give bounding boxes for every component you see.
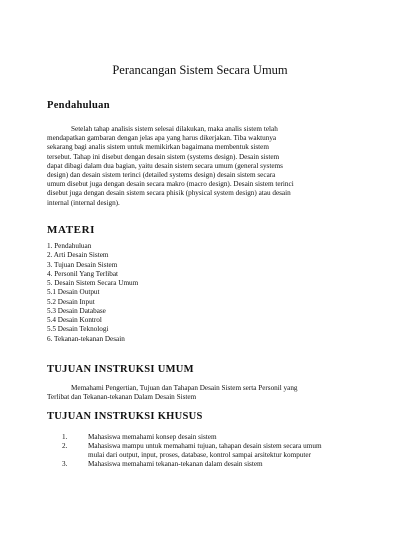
list-item-text: Mahasiswa memahami konsep desain sistem xyxy=(88,433,217,441)
list-item: 4. Personil Yang Terlibat xyxy=(47,269,119,278)
paragraph-line: umum disebut juga dengan desain secara makro (macro design). Desain sistem terinci xyxy=(47,180,294,189)
paragraph-line: dapat dibagi dalam dua bagian, yaitu desain sistem secara umum (general systems xyxy=(47,161,283,170)
paragraph-line: disebut juga dengan desain sistem secara phisik (physical system design) atau desain xyxy=(47,189,291,198)
list-item-text: mulai dari output, input, proses, database, kontrol sampai arsitektur komputer xyxy=(88,451,311,460)
list-item: 5.4 Desain Kontrol xyxy=(47,316,102,324)
materi-list xyxy=(47,242,138,344)
paragraph-line: internal (internal design). xyxy=(47,198,120,207)
paragraph-line: tersebut. Tahap ini disebut dengan desain sistem (systems design). Desain sistem xyxy=(47,152,280,161)
list-item xyxy=(62,460,352,469)
list-item: 5.3 Desain Database xyxy=(47,306,106,315)
list-item-text: Mahasiswa memahami tekanan-tekanan dalam desain sistem xyxy=(88,460,263,469)
paragraph-line: Memahami Pengertian, Tujuan dan Tahapan Desain Sistem serta Personil yang xyxy=(71,384,298,392)
list-item-number: 1. xyxy=(62,433,68,441)
list-item-number: 2. xyxy=(62,442,68,451)
list-item-text: Mahasiswa mampu untuk memahami tujuan, tahapan desain sistem secara umum xyxy=(88,442,322,451)
list-item: 5.1 Desain Output xyxy=(47,288,100,297)
heading-tujuan-instruksi-umum: TUJUAN INSTRUKSI UMUM xyxy=(47,364,194,375)
list-item-number: 3. xyxy=(62,460,68,469)
list-item: 3. Tujuan Desain Sistem xyxy=(47,260,118,269)
tiu-paragraph xyxy=(47,384,347,402)
heading-tujuan-instruksi-khusus: TUJUAN INSTRUKSI KHUSUS xyxy=(47,411,203,422)
tik-list xyxy=(62,433,352,469)
list-item xyxy=(62,433,352,442)
paragraph-line: design) dan desain sistem terinci (detailed systems design) desain sistem secara xyxy=(47,171,276,180)
list-item: 2. Arti Desain Sistem xyxy=(47,251,109,260)
list-item: 5.2 Desain Input xyxy=(47,297,95,306)
list-item xyxy=(62,442,352,460)
paragraph-line: Terlibat dan Tekanan-tekanan Dalam Desain Sistem xyxy=(47,393,197,402)
list-item: 5. Desain Sistem Secara Umum xyxy=(47,279,139,287)
document-title: Perancangan Sistem Secara Umum xyxy=(112,63,288,77)
paragraph-line: mendapatkan gambaran dengan jelas apa yang harus dikerjakan. Tiba waktunya xyxy=(47,134,277,143)
heading-materi: MATERI xyxy=(47,224,96,236)
list-item: 1. Pendahuluan xyxy=(47,242,92,250)
paragraph-line: sekarang bagi analis sistem untuk memikirkan bagaimana membentuk sistem xyxy=(47,143,269,152)
list-item: 6. Tekanan-tekanan Desain xyxy=(47,334,125,343)
list-item: 5.5 Desain Teknologi xyxy=(47,325,109,334)
paragraph-line: Setelah tahap analisis sistem selesai dilakukan, maka analis sistem telah xyxy=(71,125,278,133)
heading-pendahuluan: Pendahuluan xyxy=(47,100,110,111)
pendahuluan-paragraph xyxy=(47,125,347,208)
